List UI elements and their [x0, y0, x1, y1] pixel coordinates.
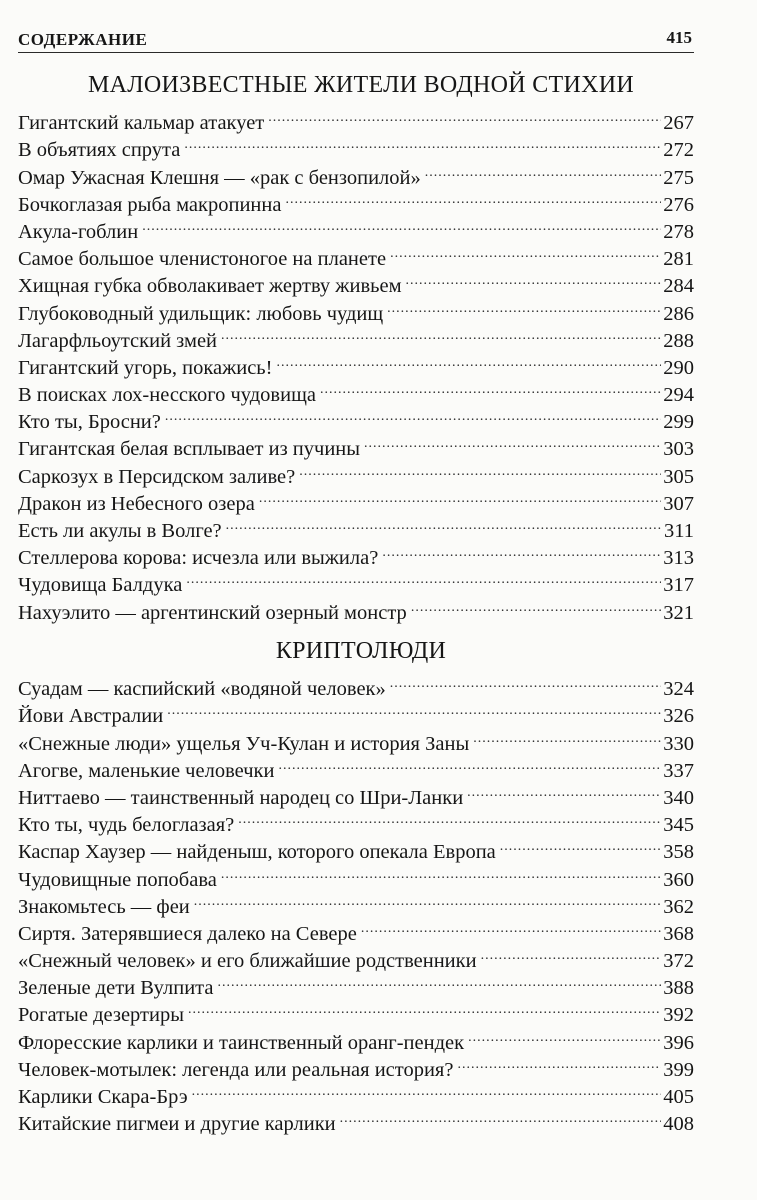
dot-leader	[457, 1049, 661, 1076]
toc-entry-page-number: 368	[663, 922, 694, 945]
toc-entry-title: Каспар Хаузер — найденыш, которого опекала Европа	[18, 841, 496, 864]
toc-entry-title: Гигантский угорь, покажись!	[18, 356, 273, 379]
toc-entry-page-number: 337	[663, 759, 694, 782]
toc-entry-title: В объятиях спрута	[18, 139, 181, 162]
dot-leader	[468, 1021, 661, 1048]
dot-leader	[299, 455, 661, 482]
running-header-page-number: 415	[666, 28, 692, 47]
toc-list	[18, 102, 694, 624]
toc-entry-title: Стеллерова корова: исчезла или выжила?	[18, 547, 379, 570]
toc-section-cryptopeople	[18, 634, 694, 1136]
dot-leader	[467, 777, 661, 804]
toc-entry-page-number: 311	[664, 520, 694, 542]
dot-leader	[340, 1103, 662, 1130]
toc-entry-page-number: 358	[663, 841, 694, 864]
toc-entry-page-number: 303	[663, 438, 694, 461]
dot-leader	[387, 292, 661, 319]
dot-leader	[259, 483, 661, 510]
dot-leader	[276, 347, 661, 374]
toc-entry-title: Сиртя. Затерявшиеся далеко на Севере	[18, 922, 357, 945]
toc-entry-title: Агогве, маленькие человечки	[18, 759, 275, 782]
toc-entry-title: «Снежный человек» и его ближайшие родственники	[18, 950, 477, 973]
dot-leader	[361, 913, 661, 940]
toc-entry-title: Гигантская белая всплывает из пучины	[18, 438, 361, 461]
toc-entry-page-number: 324	[663, 678, 694, 701]
toc-entry-page-number: 284	[663, 275, 694, 298]
toc-entry-title: Самое большое членистоногое на планете	[18, 248, 387, 271]
toc-entry-page-number: 372	[663, 950, 694, 973]
toc-entry-page-number: 330	[663, 732, 694, 755]
toc-entry-page-number: 294	[663, 384, 694, 407]
toc-entry-title: Чудовищные попобава	[18, 868, 217, 891]
toc-entry-title: Нахуэлито — аргентинский озерный монстр	[18, 601, 407, 624]
dot-leader	[390, 238, 661, 265]
toc-entry-page-number: 321	[663, 601, 694, 624]
dot-leader	[481, 940, 662, 967]
toc-entry-title: Есть ли акулы в Волге?	[18, 520, 222, 542]
toc-section-water-dwellers	[18, 68, 694, 624]
toc-entry-title: Рогатые дезертиры	[18, 1004, 184, 1027]
toc-entry-title: Лагарфльоутский змей	[18, 329, 218, 352]
toc-entry-title: Акула-гоблин	[18, 220, 139, 243]
toc-entry-page-number: 399	[663, 1058, 694, 1081]
toc-entry-title: Йови Австралии	[18, 705, 164, 728]
toc-entry-title: В поисках лох-несского чудовища	[18, 384, 316, 407]
toc-entry-page-number: 405	[663, 1086, 694, 1108]
toc-entry-title: Глубоководный удильщик: любовь чудищ	[18, 302, 384, 325]
dot-leader	[221, 320, 661, 347]
toc-list	[18, 668, 694, 1136]
dot-leader	[186, 564, 661, 591]
toc-entry-title: Китайские пигмеи и другие карлики	[18, 1113, 336, 1136]
section-title: МАЛОИЗВЕСТНЫЕ ЖИТЕЛИ ВОДНОЙ СТИХИИ	[87, 72, 635, 98]
toc-entry-title: Бочкоглазая рыба макропинна	[18, 193, 282, 216]
toc-entry-page-number: 275	[663, 166, 694, 189]
toc-entry-page-number: 305	[663, 465, 694, 488]
toc-entry-title: Суадам — каспийский «водяной человек»	[18, 678, 386, 701]
dot-leader	[320, 374, 661, 401]
toc-entry-page-number: 392	[663, 1004, 694, 1027]
toc-entry-page-number: 281	[663, 248, 694, 271]
toc-entry-title: Зеленые дети Вулпита	[18, 977, 214, 1000]
toc-entry[interactable]	[18, 102, 694, 135]
toc-entry-title: Саркозух в Персидском заливе?	[18, 465, 296, 488]
toc-entry-title: Человек-мотылек: легенда или реальная история?	[18, 1058, 454, 1081]
dot-leader	[411, 591, 661, 618]
toc-entry-page-number: 290	[663, 356, 694, 379]
toc-entry-title: Хищная губка обволакивает жертву живьем	[18, 275, 402, 298]
toc-entry-title: Кто ты, Бросни?	[18, 411, 161, 434]
toc-entry-page-number: 267	[663, 112, 694, 135]
toc-entry[interactable]	[18, 668, 694, 701]
dot-leader	[268, 102, 661, 129]
dot-leader	[221, 858, 661, 885]
dot-leader	[425, 156, 661, 183]
dot-leader	[390, 668, 661, 695]
section-title: КРИПТОЛЮДИ	[275, 638, 447, 664]
dot-leader	[500, 831, 661, 858]
dot-leader	[184, 129, 661, 156]
toc-entry-page-number: 388	[663, 977, 694, 1000]
toc-entry-page-number: 278	[663, 220, 694, 243]
toc-entry-page-number: 360	[663, 868, 694, 891]
toc-entry-title: Ниттаево — таинственный народец со Шри-Ланки	[18, 786, 464, 809]
toc-entry-title: Дракон из Небесного озера	[18, 492, 255, 515]
toc-entry-page-number: 288	[663, 329, 694, 352]
toc-entry-page-number: 340	[663, 786, 694, 809]
dot-leader	[217, 967, 661, 994]
dot-leader	[364, 428, 661, 455]
toc-entry-page-number: 276	[663, 193, 694, 216]
dot-leader	[192, 1076, 662, 1103]
toc-entry-page-number: 396	[663, 1031, 694, 1054]
dot-leader	[406, 265, 662, 292]
running-header-title: СОДЕРЖАНИЕ	[18, 30, 148, 49]
toc-entry-page-number: 345	[663, 814, 694, 837]
dot-leader	[165, 401, 661, 428]
dot-leader	[238, 804, 661, 831]
toc-entry-page-number: 286	[663, 302, 694, 325]
dot-leader	[167, 695, 661, 722]
dot-leader	[278, 750, 661, 777]
toc-entry-title: Знакомьтесь — феи	[18, 895, 190, 918]
toc-entry-title: «Снежные люди» ущелья Уч-Кулан и история Заны	[18, 732, 470, 755]
toc-entry-page-number: 326	[663, 705, 694, 728]
toc-entry-page-number: 272	[663, 139, 694, 162]
dot-leader	[194, 886, 661, 913]
dot-leader	[285, 184, 661, 211]
dot-leader	[382, 537, 661, 564]
toc-entry-title: Кто ты, чудь белоглазая?	[18, 814, 235, 837]
dot-leader	[142, 211, 661, 238]
running-header	[18, 28, 694, 53]
toc-entry-title: Карлики Скара-Брэ	[18, 1086, 188, 1108]
toc-entry-title: Гигантский кальмар атакует	[18, 112, 265, 135]
dot-leader	[188, 994, 661, 1021]
toc-entry-title: Омар Ужасная Клешня — «рак с бензопилой»	[18, 166, 421, 189]
toc-entry-page-number: 408	[663, 1113, 694, 1136]
toc-entry-title: Флоресские карлики и таинственный оранг-пендек	[18, 1031, 465, 1054]
dot-leader	[226, 510, 662, 537]
toc-entry-page-number: 299	[663, 411, 694, 434]
toc-entry-page-number: 307	[663, 492, 694, 515]
toc-entry-page-number: 313	[663, 547, 694, 570]
toc-entry-title: Чудовища Балдука	[18, 574, 183, 597]
dot-leader	[473, 722, 661, 749]
toc-entry-page-number: 362	[663, 895, 694, 918]
toc-entry-page-number: 317	[663, 574, 694, 597]
